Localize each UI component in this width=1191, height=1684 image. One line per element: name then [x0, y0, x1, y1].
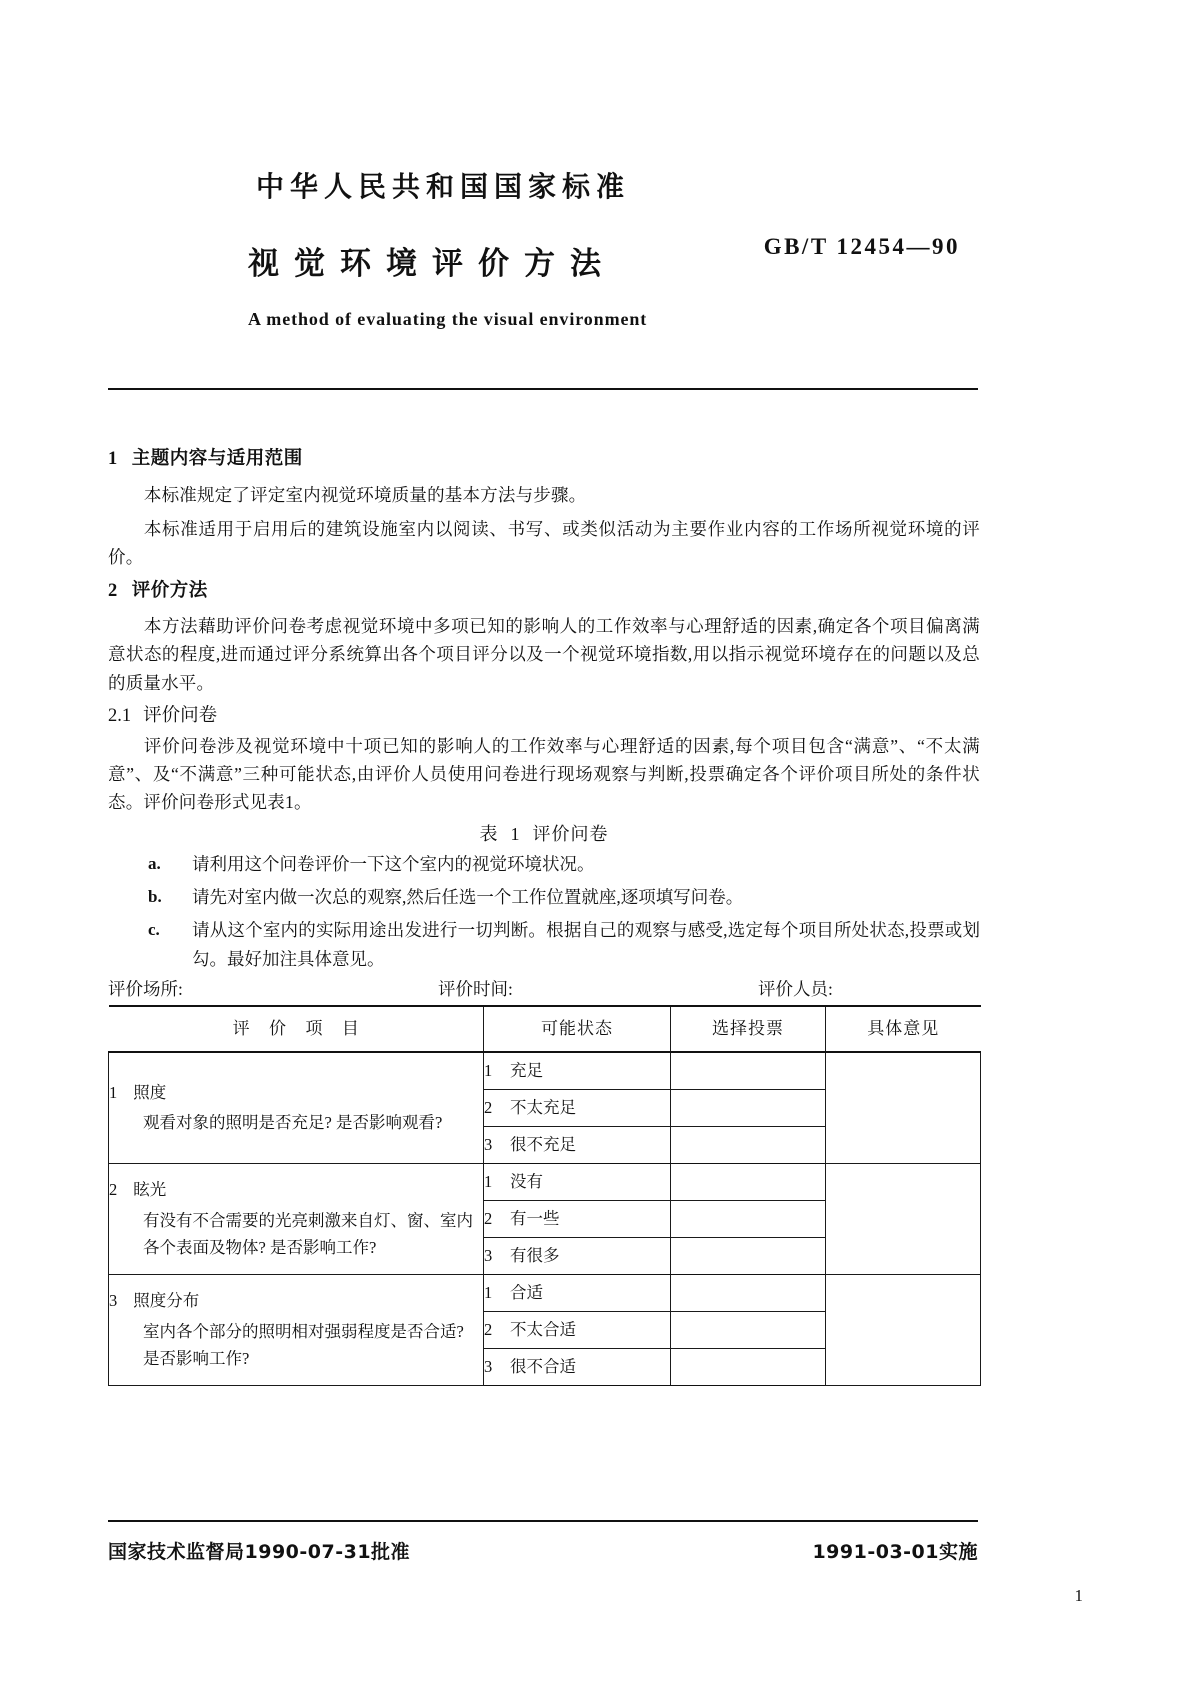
list-item	[108, 916, 980, 973]
item-title-2	[109, 1177, 483, 1204]
table-caption	[108, 825, 980, 844]
instruction-text-a: 请利用这个问卷评价一下这个室内的视觉环境状况。	[192, 853, 595, 874]
state-label: 合适	[510, 1283, 543, 1303]
state-number: 3	[484, 1357, 493, 1377]
state-label: 不太充足	[510, 1098, 576, 1118]
section-2-paragraph-1: 本方法藉助评价问卷考虑视觉环境中多项已知的影响人的工作效率与心理舒适的因素,确定各个项目偏离满意状态的程度,进而通过评分系统算出各个项目评分以及一个视觉环境指数,用以指示视觉环境存在的问题以及总的质量水平。	[108, 616, 980, 693]
list-item	[108, 850, 980, 878]
item-question-3: 室内各个部分的照明相对强弱程度是否合适? 是否影响工作?	[143, 1322, 464, 1368]
column-header-state: 可能状态	[484, 1006, 671, 1052]
instruction-list	[108, 850, 980, 973]
document-header	[108, 170, 978, 330]
section-heading-2-1	[108, 707, 980, 726]
table-row	[109, 1275, 981, 1312]
section-title-1: 主题内容与适用范围	[131, 448, 303, 469]
vote-cell[interactable]	[671, 1312, 826, 1349]
item-name-1: 照度	[133, 1082, 167, 1102]
state-number: 1	[484, 1283, 493, 1303]
vote-cell[interactable]	[671, 1127, 826, 1164]
section-number-2: 2	[108, 580, 118, 601]
field-label-evaluator: 评价人员:	[758, 978, 833, 999]
vote-cell[interactable]	[671, 1052, 826, 1090]
page-title: 视觉环境评价方法	[248, 245, 616, 282]
state-number: 1	[484, 1061, 493, 1081]
standard-number: GB/T 12454—90	[763, 234, 960, 259]
table-row	[109, 1052, 981, 1090]
state-label: 很不充足	[510, 1135, 576, 1155]
vote-cell[interactable]	[671, 1164, 826, 1201]
field-label-time: 评价时间:	[438, 978, 513, 999]
item-cell-2	[109, 1164, 484, 1275]
section-1-paragraph-2: 本标准适用于启用后的建筑设施室内以阅读、书写、或类似活动为主要作业内容的工作场所视觉环境的评价。	[108, 518, 980, 568]
section-number-1: 1	[108, 449, 118, 469]
table-header-row	[109, 1006, 981, 1052]
field-label-location: 评价场所:	[108, 978, 183, 999]
table-row	[109, 1164, 981, 1201]
section-1-paragraph-1: 本标准规定了评定室内视觉环境质量的基本方法与步骤。	[143, 484, 587, 505]
state-label: 没有	[510, 1172, 543, 1192]
state-cell[interactable]	[484, 1127, 671, 1164]
vote-cell[interactable]	[671, 1275, 826, 1312]
state-cell[interactable]	[484, 1164, 671, 1201]
item-name-2: 眩光	[133, 1180, 167, 1200]
item-cell-3	[109, 1275, 484, 1386]
vote-cell[interactable]	[671, 1090, 826, 1127]
state-number: 3	[484, 1246, 493, 1266]
state-cell[interactable]	[484, 1052, 671, 1090]
state-cell[interactable]	[484, 1312, 671, 1349]
implementation-text: 1991-03-01实施	[812, 1541, 978, 1563]
state-label: 有一些	[510, 1209, 560, 1229]
questionnaire-table-body	[109, 1052, 981, 1386]
item-cell-1	[109, 1052, 484, 1164]
form-field-row	[108, 978, 980, 999]
approval-text: 国家技术监督局1990-07-31批准	[108, 1541, 411, 1563]
state-number: 1	[484, 1172, 493, 1192]
document-footer	[108, 1537, 978, 1564]
column-header-item: 评 价 项 目	[109, 1006, 484, 1052]
section-title-2-1: 评价问卷	[143, 705, 218, 727]
item-name-3: 照度分布	[133, 1291, 200, 1311]
state-cell[interactable]	[484, 1090, 671, 1127]
vote-cell[interactable]	[671, 1238, 826, 1275]
table-caption-title: 评价问卷	[532, 823, 609, 845]
item-index-3: 3	[109, 1291, 118, 1311]
state-number: 3	[484, 1135, 493, 1155]
vote-cell[interactable]	[671, 1349, 826, 1386]
column-header-vote: 选择投票	[671, 1006, 826, 1052]
instruction-marker-b: b.	[148, 886, 162, 906]
state-number: 2	[484, 1209, 493, 1229]
item-question-1: 观看对象的照明是否充足? 是否影响观看?	[143, 1113, 443, 1133]
instruction-marker-c: c.	[148, 920, 160, 940]
section-number-2-1: 2.1	[108, 706, 132, 727]
item-index-2: 2	[109, 1180, 118, 1200]
section-title-2: 评价方法	[131, 579, 208, 601]
item-title-1	[109, 1080, 483, 1107]
comment-cell[interactable]	[826, 1052, 981, 1164]
section-2-1-paragraph-1: 评价问卷涉及视觉环境中十项已知的影响人的工作效率与心理舒适的因素,每个项目包含“满意”、“不太满意”、及“不满意”三种可能状态,由评价人员使用问卷进行现场观察与判断,投票确定各个评价项目所处的条件状态。评价问卷形式见表1。	[108, 735, 980, 813]
list-item	[108, 883, 980, 911]
vote-cell[interactable]	[671, 1201, 826, 1238]
page-number: 1	[1074, 1586, 1083, 1605]
section-heading-1	[108, 450, 980, 469]
item-title-3	[109, 1288, 483, 1315]
comment-cell[interactable]	[826, 1275, 981, 1386]
instruction-marker-a: a.	[148, 853, 161, 873]
comment-cell[interactable]	[826, 1164, 981, 1275]
state-cell[interactable]	[484, 1238, 671, 1275]
footer-divider	[108, 1520, 978, 1522]
table-caption-number: 1	[510, 823, 521, 844]
national-standard-title: 中华人民共和国国家标准	[256, 170, 631, 203]
column-header-comment: 具体意见	[826, 1006, 981, 1052]
state-label: 有很多	[510, 1246, 560, 1266]
instruction-text-b: 请先对室内做一次总的观察,然后任选一个工作位置就座,逐项填写问卷。	[192, 886, 744, 907]
state-cell[interactable]	[484, 1201, 671, 1238]
document-body	[108, 440, 980, 1386]
state-number: 2	[484, 1098, 493, 1118]
table-caption-label: 表	[479, 823, 499, 845]
state-label: 不太合适	[510, 1320, 576, 1340]
instruction-text-c: 请从这个室内的实际用途出发进行一切判断。根据自己的观察与感受,选定每个项目所处状态,投票或划勾。最好加注具体意见。	[192, 920, 980, 969]
state-cell[interactable]	[484, 1349, 671, 1386]
state-label: 充足	[510, 1061, 543, 1081]
item-index-1: 1	[109, 1082, 118, 1102]
page-title-english: A method of evaluating the visual environment	[248, 308, 648, 329]
questionnaire-table	[108, 1005, 981, 1386]
section-heading-2	[108, 579, 980, 601]
state-cell[interactable]	[484, 1275, 671, 1312]
state-number: 2	[484, 1320, 493, 1340]
state-label: 很不合适	[510, 1357, 576, 1377]
header-divider	[108, 388, 978, 390]
item-question-2: 有没有不合需要的光亮刺激来自灯、窗、室内各个表面及物体? 是否影响工作?	[143, 1211, 473, 1257]
